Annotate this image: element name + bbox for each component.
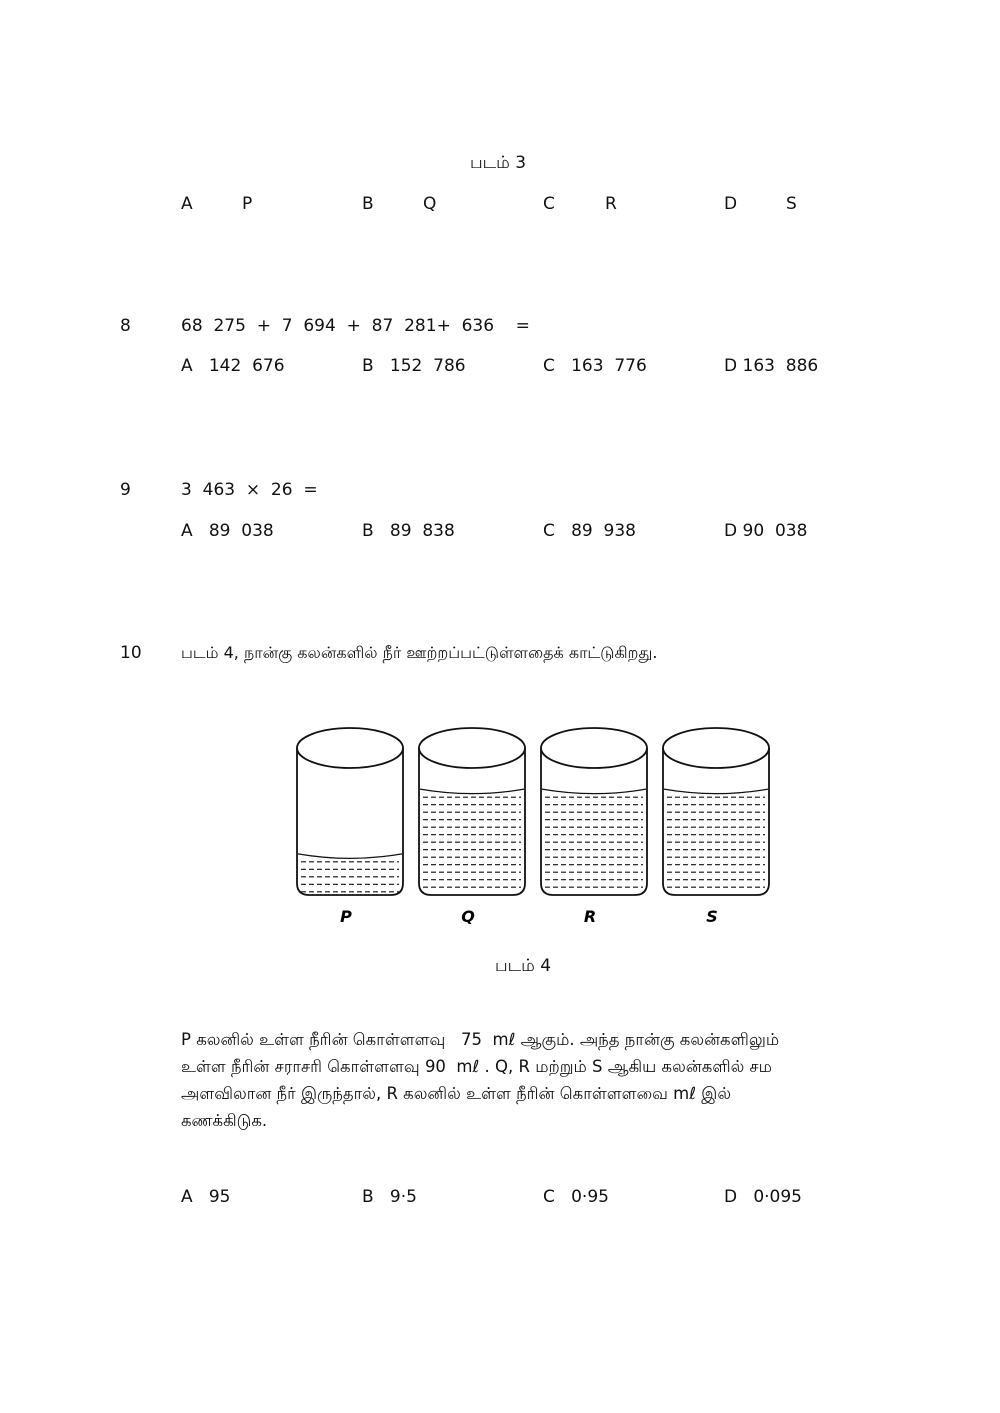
- q9-option-a: [181, 521, 274, 541]
- container-s: [663, 728, 769, 895]
- q10-option-b-text: 9·5: [389, 1187, 417, 1207]
- container-body: [419, 748, 525, 895]
- fig3-option-d-text: S: [786, 194, 797, 214]
- q8-option-b: [362, 356, 466, 376]
- container-rim: [419, 728, 525, 768]
- q10-line-4: கணக்கிடுக.: [181, 1111, 268, 1130]
- container-label-p: P: [340, 907, 352, 926]
- q9-option-c-letter: C: [543, 521, 555, 541]
- container-body: [663, 748, 769, 895]
- q8-option-c-text: 163 776: [571, 356, 647, 376]
- q9-option-b-letter: B: [362, 521, 374, 541]
- q8-option-b-letter: B: [362, 356, 374, 376]
- q8-option-d-text: 163 886: [742, 356, 819, 376]
- q10-line-1: P கலனில் உள்ள நீரின் கொள்ளளவு 75 mℓ ஆகும். அந்த நான்கு கலன்களிலும்: [181, 1030, 780, 1049]
- container-label-q: Q: [461, 907, 475, 926]
- fig3-caption: படம் 3: [470, 153, 527, 173]
- container-rim: [297, 728, 403, 768]
- q10-option-b: [362, 1187, 417, 1207]
- q9-option-a-letter: A: [181, 521, 193, 541]
- container-label-s: S: [706, 907, 718, 926]
- fig3-option-c-text: R: [605, 194, 617, 214]
- q8-option-a-letter: A: [181, 356, 193, 376]
- q9-question: 3 463 × 26 =: [181, 480, 318, 500]
- q9-option-c: [543, 521, 636, 541]
- q10-option-d-text: 0·095: [753, 1187, 802, 1207]
- container-r: [541, 728, 647, 895]
- q8-option-b-text: 152 786: [389, 356, 466, 376]
- q9-number: 9: [120, 480, 131, 500]
- q9-option-a-text: 89 038: [208, 521, 274, 541]
- fig3-option-a-letter: A: [181, 194, 193, 214]
- q10-paragraph: [181, 1026, 861, 1134]
- q8-option-a: [181, 356, 285, 376]
- fig3-option-a-text: P: [242, 194, 253, 214]
- fig4-caption: படம் 4: [495, 956, 552, 976]
- q8-option-c: [543, 356, 647, 376]
- q10-option-d-letter: D: [724, 1187, 738, 1207]
- q9-option-d-letter: D: [724, 521, 738, 541]
- container-q: [419, 728, 525, 895]
- fig3-option-b-text: Q: [423, 194, 437, 214]
- q10-option-b-letter: B: [362, 1187, 374, 1207]
- q8-option-d: [724, 356, 818, 376]
- q8-option-d-letter: D: [724, 356, 738, 376]
- container-rim: [663, 728, 769, 768]
- q10-option-c-text: 0·95: [571, 1187, 609, 1207]
- container-label-r: R: [583, 907, 597, 926]
- q9-option-b: [362, 521, 455, 541]
- q8-option-a-text: 142 676: [208, 356, 285, 376]
- q9-option-d-text: 90 038: [742, 521, 808, 541]
- q10-option-a: [181, 1187, 231, 1207]
- container-body: [541, 748, 647, 895]
- fig3-option-c-letter: C: [543, 194, 555, 214]
- container-body: [297, 748, 403, 895]
- fig3-option-d-letter: D: [724, 194, 738, 214]
- q8-option-c-letter: C: [543, 356, 555, 376]
- q9-option-c-text: 89 938: [571, 521, 636, 541]
- q10-intro: படம் 4, நான்கு கலன்களில் நீர் ஊற்றப்பட்டுள்ளதைக் காட்டுகிறது.: [181, 643, 658, 662]
- q10-option-c-letter: C: [543, 1187, 555, 1207]
- q10-option-c: [543, 1187, 609, 1207]
- q10-option-d: [724, 1187, 802, 1207]
- container-rim: [541, 728, 647, 768]
- q10-line-2: உள்ள நீரின் சராசரி கொள்ளளவு 90 mℓ . Q, R மற்றும் S ஆகிய கலன்களில் சம: [181, 1057, 772, 1076]
- q8-number: 8: [120, 316, 131, 336]
- container-p: [297, 728, 403, 895]
- q8-question: 68 275 + 7 694 + 87 281+ 636 =: [181, 316, 530, 336]
- q9-option-d: [724, 521, 807, 541]
- q10-line-3: அளவிலான நீர் இருந்தால், R கலனில் உள்ள நீரின் கொள்ளளவை mℓ இல்: [181, 1084, 732, 1103]
- fig3-option-b-letter: B: [362, 194, 374, 214]
- q10-number: 10: [120, 643, 142, 663]
- q9-option-b-text: 89 838: [389, 521, 455, 541]
- q10-option-a-letter: A: [181, 1187, 193, 1207]
- q10-option-a-text: 95: [208, 1187, 231, 1207]
- containers-figure: [280, 720, 800, 935]
